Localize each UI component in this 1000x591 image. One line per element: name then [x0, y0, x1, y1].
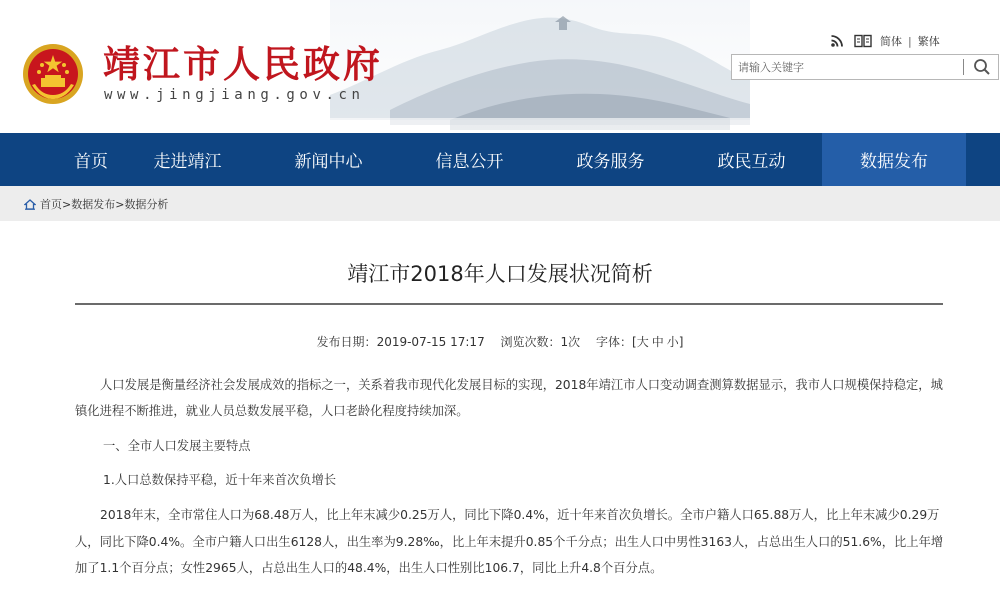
breadcrumb-separator: >: [115, 197, 125, 211]
national-emblem-icon: [22, 43, 84, 105]
breadcrumb: [24, 196, 168, 212]
font-size-label: 字体：: [596, 335, 633, 349]
search-divider: [963, 59, 964, 75]
intro-paragraph: 人口发展是衡量经济社会发展成效的指标之一，关系着我市现代化发展目标的实现，2018年靖江市人口变动调查测算数据显示，我市人口规模保持稳定，城镇化进程不断推进，就业人员总数发展平稳，人口老龄化程度持续加深。: [75, 378, 943, 418]
search-icon: [973, 58, 991, 76]
site-url: www.jingjiang.gov.cn: [104, 87, 365, 103]
view-count: [501, 335, 581, 349]
breadcrumb-bar: [0, 186, 1000, 221]
font-size-large-button[interactable]: 大: [636, 335, 649, 349]
accessibility-book-icon[interactable]: [854, 34, 872, 48]
site-title[interactable]: 靖江市人民政府: [103, 42, 383, 86]
landscape-banner-image: [330, 0, 750, 133]
subsection-heading: 1.人口总数保持平稳，近十年来首次负增长: [103, 473, 337, 487]
nav-item-news-center[interactable]: 新闻中心: [294, 152, 363, 172]
article-meta: [0, 333, 1000, 350]
font-size-medium-button[interactable]: 中: [651, 335, 664, 349]
utility-links: [830, 33, 940, 49]
article-title: 靖江市2018年人口发展状况简析: [347, 262, 653, 286]
main-nav: [0, 133, 1000, 186]
view-count-label: 浏览次数：: [500, 335, 561, 349]
section-heading: 一、全市人口发展主要特点: [103, 439, 251, 453]
nav-item-data-release[interactable]: 数据发布: [822, 133, 966, 186]
nav-item-public-interaction[interactable]: 政民互动: [717, 152, 786, 172]
population-paragraph: 2018年末，全市常住人口为68.48万人，比上年末减少0.25万人，同比下降0.4%，近十年来首次负增长。全市户籍人口65.88万人，比上年末减少0.29万人，同比下降0.4%。全市户籍人口出生6128人，出生率为9.28‰，比上年末提升0.85个千分点；出生人口中男性3163人，占总出生人口的51.6%，比上年增加了1.1个百分点；女性2965人，占总出生人口的48.4%，出生人口性别比106.7，同比上升4.8个百分点。: [75, 508, 944, 575]
breadcrumb-data-analysis-link[interactable]: 数据分析: [124, 198, 169, 211]
search-input[interactable]: [732, 55, 963, 79]
nav-item-information-disclosure[interactable]: 信息公开: [435, 152, 504, 172]
nav-item-about-jingjiang[interactable]: 走进靖江: [153, 152, 222, 172]
nav-item-government-services[interactable]: 政务服务: [576, 152, 645, 172]
view-count-value: 1次: [560, 335, 581, 349]
util-separator: |: [908, 34, 912, 48]
rss-icon[interactable]: [830, 34, 844, 48]
site-header: [0, 0, 1000, 133]
font-bracket-open: [: [632, 335, 637, 349]
publish-date: [317, 335, 485, 349]
publish-date-value: 2019-07-15 17:17: [376, 335, 485, 349]
breadcrumb-home-link[interactable]: 首页: [40, 198, 62, 211]
article-body: [75, 372, 945, 575]
simplified-chinese-link[interactable]: 简体: [880, 35, 902, 48]
font-size-small-button[interactable]: 小: [666, 335, 679, 349]
search-button[interactable]: [970, 55, 994, 79]
home-icon: [24, 199, 36, 210]
font-bracket-close: ]: [678, 335, 684, 349]
title-divider: [75, 303, 943, 305]
breadcrumb-data-release-link[interactable]: 数据发布: [71, 198, 116, 211]
search-box: [731, 54, 999, 80]
publish-date-label: 发布日期：: [316, 335, 377, 349]
breadcrumb-separator: >: [62, 197, 72, 211]
traditional-chinese-link[interactable]: 繁体: [917, 35, 940, 48]
nav-item-home[interactable]: 首页: [74, 152, 108, 172]
font-size-controls: [596, 335, 683, 349]
